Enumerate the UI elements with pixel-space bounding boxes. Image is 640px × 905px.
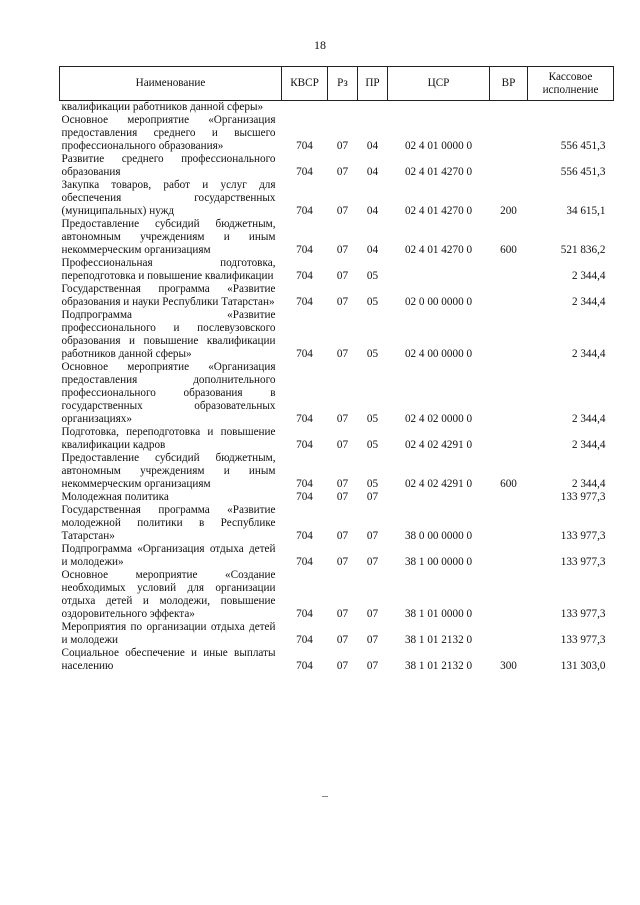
cell-vr (490, 361, 528, 426)
cell-csr: 38 1 00 0000 0 (404, 556, 473, 568)
cell-csr (388, 491, 490, 504)
table-header-row (60, 67, 614, 101)
table-row (60, 621, 614, 647)
cell-pr: 05 (366, 413, 379, 425)
header-kvsr: КВСР (282, 67, 328, 101)
cell-sum: 133 977,3 (560, 556, 606, 568)
cell-sum (528, 101, 614, 115)
table-row (60, 647, 614, 673)
cell-vr (490, 426, 528, 452)
cell-sum: 2 344,4 (571, 413, 606, 425)
cell-sum: 556 451,3 (560, 140, 606, 152)
cell-pr: 07 (366, 530, 379, 542)
cell-name: Подпрограмма «Организация отдыха детей и молодежи» (61, 543, 276, 568)
header-pr: ПР (358, 67, 388, 101)
cell-vr (490, 543, 528, 569)
cell-kvsr: 704 (296, 244, 313, 256)
cell-pr: 05 (366, 270, 379, 282)
cell-kvsr: 704 (296, 556, 313, 568)
table-row (60, 452, 614, 491)
cell-name: Предоставление субсидий бюджетным, автономным учреждениям и иным некоммерческим организациям (61, 218, 276, 256)
header-name: Наименование (60, 67, 282, 101)
cell-kvsr: 704 (296, 530, 313, 542)
table-row (60, 257, 614, 283)
cell-kvsr: 704 (296, 608, 313, 620)
cell-sum: 2 344,4 (571, 296, 606, 308)
cell-csr: 02 4 02 4291 0 (404, 478, 473, 490)
cell-rz (328, 101, 358, 115)
cell-csr: 38 0 00 0000 0 (404, 530, 473, 542)
header-vr: ВР (490, 67, 528, 101)
cell-pr: 04 (366, 166, 379, 178)
cell-vr (490, 114, 528, 153)
cell-rz: 07 (336, 413, 349, 425)
cell-sum: 133 977,3 (560, 530, 606, 542)
cell-csr: 02 4 00 0000 0 (404, 348, 473, 360)
table-row (60, 309, 614, 361)
cell-pr: 07 (366, 491, 379, 503)
cell-pr: 05 (366, 478, 379, 490)
cell-pr: 04 (366, 140, 379, 152)
cell-csr: 02 4 01 4270 0 (404, 244, 473, 256)
cell-name: Подготовка, переподготовка и повышение квалификации кадров (61, 426, 276, 451)
table-body (60, 101, 614, 674)
cell-vr: 600 (500, 244, 517, 256)
cell-name: Закупка товаров, работ и услуг для обеспечения государственных (муниципальных) нужд (61, 179, 276, 217)
cell-name: Основное мероприятие «Организация предоставления дополнительного профессионального образования в государственных образовательных организациях» (61, 361, 276, 425)
cell-kvsr: 704 (296, 348, 313, 360)
cell-sum: 34 615,1 (566, 205, 606, 217)
cell-csr: 02 4 02 4291 0 (404, 439, 473, 451)
cell-rz: 07 (336, 270, 349, 282)
cell-vr (490, 101, 528, 115)
cell-pr: 05 (366, 439, 379, 451)
cell-csr: 02 4 01 4270 0 (404, 205, 473, 217)
cell-rz: 07 (336, 660, 349, 672)
cell-sum: 2 344,4 (571, 439, 606, 451)
cell-csr: 02 0 00 0000 0 (404, 296, 473, 308)
cell-pr: 07 (366, 556, 379, 568)
cell-sum: 2 344,4 (571, 478, 606, 490)
cell-vr (490, 257, 528, 283)
cell-sum: 2 344,4 (571, 348, 606, 360)
cell-kvsr: 704 (296, 296, 313, 308)
cell-name: квалификации работников данной сферы» (61, 101, 264, 113)
cell-pr: 07 (366, 608, 379, 620)
table-row (60, 179, 614, 218)
cell-pr: 04 (366, 244, 379, 256)
cell-kvsr: 704 (296, 439, 313, 451)
cell-csr: 38 1 01 0000 0 (404, 608, 473, 620)
table-row (60, 426, 614, 452)
header-csr: ЦСР (388, 67, 490, 101)
cell-pr: 07 (366, 634, 379, 646)
table-row (60, 543, 614, 569)
cell-vr (490, 569, 528, 621)
cell-rz: 07 (336, 608, 349, 620)
cell-name: Мероприятия по организации отдыха детей и молодежи (61, 621, 276, 646)
cell-pr (358, 101, 388, 115)
cell-kvsr (282, 101, 328, 115)
cell-name: Предоставление субсидий бюджетным, автономным учреждениям и иным некоммерческим организациям (61, 452, 276, 490)
cell-sum: 133 977,3 (560, 634, 606, 646)
header-rz: Рз (328, 67, 358, 101)
cell-kvsr: 704 (296, 166, 313, 178)
table-row (60, 569, 614, 621)
cell-kvsr: 704 (296, 205, 313, 217)
table-row (60, 153, 614, 179)
cell-vr (490, 621, 528, 647)
scan-mark (322, 796, 328, 797)
cell-kvsr: 704 (296, 660, 313, 672)
cell-rz: 07 (336, 634, 349, 646)
page-number: 18 (314, 38, 326, 52)
header-sum: Кассовое исполнение (528, 67, 614, 101)
cell-rz: 07 (336, 478, 349, 490)
cell-vr: 200 (500, 205, 517, 217)
cell-pr: 05 (366, 348, 379, 360)
cell-vr: 300 (500, 660, 517, 672)
cell-sum: 133 977,3 (560, 608, 606, 620)
cell-name: Основное мероприятие «Создание необходимых условий для организации отдыха детей и молодежи, повышение оздоровительного эффекта» (61, 569, 276, 620)
cell-name: Молодежная политика (61, 491, 169, 503)
cell-vr: 600 (500, 478, 517, 490)
cell-rz: 07 (336, 556, 349, 568)
cell-rz: 07 (336, 140, 349, 152)
cell-rz: 07 (336, 439, 349, 451)
cell-rz: 07 (336, 348, 349, 360)
cell-kvsr: 704 (296, 413, 313, 425)
cell-name: Социальное обеспечение и иные выплаты населению (61, 647, 276, 672)
cell-rz: 07 (336, 244, 349, 256)
cell-pr: 07 (366, 660, 379, 672)
cell-csr: 02 4 01 4270 0 (404, 166, 473, 178)
cell-csr: 38 1 01 2132 0 (404, 660, 473, 672)
table-row (60, 491, 614, 504)
cell-csr: 02 4 02 0000 0 (404, 413, 473, 425)
cell-rz: 07 (336, 166, 349, 178)
table-row (60, 283, 614, 309)
table-row (60, 101, 614, 115)
cell-rz: 07 (336, 491, 349, 503)
cell-name: Основное мероприятие «Организация предоставления среднего и высшего профессионального образования» (61, 114, 276, 152)
cell-name: Государственная программа «Развитие молодежной политики в Республике Татарстан» (61, 504, 276, 542)
cell-name: Государственная программа «Развитие образования и науки Республики Татарстан» (61, 283, 276, 308)
cell-pr: 04 (366, 205, 379, 217)
cell-sum: 2 344,4 (571, 270, 606, 282)
cell-name: Развитие среднего профессионального образования (61, 153, 276, 178)
table-row (60, 218, 614, 257)
cell-sum: 131 303,0 (560, 660, 606, 672)
cell-kvsr: 704 (296, 270, 313, 282)
table-row (60, 361, 614, 426)
cell-csr: 02 4 01 0000 0 (404, 140, 473, 152)
cell-pr: 05 (366, 296, 379, 308)
cell-vr (490, 309, 528, 361)
cell-sum: 133 977,3 (560, 491, 606, 503)
cell-kvsr: 704 (296, 478, 313, 490)
budget-table-container (59, 66, 613, 673)
cell-sum: 521 836,2 (560, 244, 606, 256)
cell-csr (388, 101, 490, 115)
table-row (60, 504, 614, 543)
budget-table (59, 66, 614, 673)
cell-rz: 07 (336, 296, 349, 308)
cell-name: Профессиональная подготовка, переподготовка и повышение квалификации (61, 257, 276, 282)
table-row (60, 114, 614, 153)
cell-kvsr: 704 (296, 491, 313, 503)
cell-name: Подпрограмма «Развитие профессионального и послевузовского образования и повышение квалификации работников данной сферы» (61, 309, 276, 360)
cell-csr: 38 1 01 2132 0 (404, 634, 473, 646)
cell-vr (490, 491, 528, 504)
cell-kvsr: 704 (296, 634, 313, 646)
cell-rz: 07 (336, 205, 349, 217)
cell-sum: 556 451,3 (560, 166, 606, 178)
cell-csr (388, 257, 490, 283)
cell-vr (490, 504, 528, 543)
cell-kvsr: 704 (296, 140, 313, 152)
cell-vr (490, 153, 528, 179)
cell-rz: 07 (336, 530, 349, 542)
cell-vr (490, 283, 528, 309)
